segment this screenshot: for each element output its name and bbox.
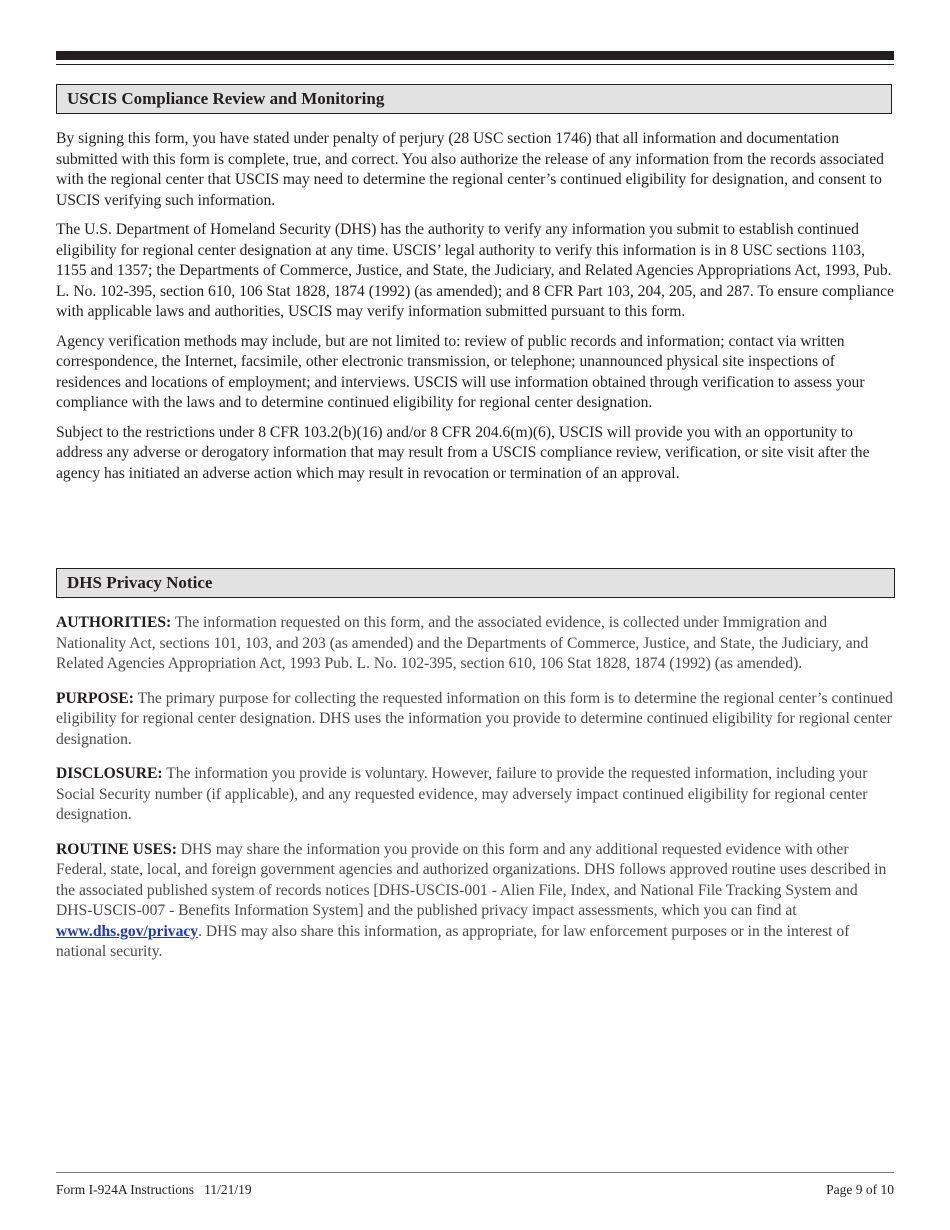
footer-form-name: Form I-924A Instructions 11/21/19	[56, 1182, 252, 1197]
routine-uses-text: DHS may share the information you provide on this form and any additional requested evidence with other Federal, state, local, and foreign government agencies and authorized organizations. DHS follows approved routine uses described in the associated published system of records notices [DHS-USCIS-001 - Alien File, Index, and National File Tracking System and DHS-USCIS-007 - Benefits Information System] and the published privacy impact assessments, which you can find at	[56, 840, 887, 919]
purpose-label: PURPOSE:	[56, 689, 134, 707]
compliance-paragraph: The U.S. Department of Homeland Security (DHS) has the authority to verify any information you submit to establish continued eligibility for regional center designation at any time. USCIS’ legal authority to verify this information is in 8 USC sections 1103, 1155 and 1357; the Departments of Commerce, Justice, and State, the Judiciary, and Related Agencies Appropriations Act, 1993, Pub. L. No. 102-395, section 610, 106 Stat 1828, 1874 (1992) (as amended); and 8 CFR Part 103, 204, 205, and 287. To ensure compliance with applicable laws and authorities, USCIS may verify information submitted pursuant to this form.	[56, 221, 894, 320]
disclosure-text: The information you provide is voluntary. However, failure to provide the requested information, including your Social Security number (if applicable), and any requested evidence, may adversely impact continued eligibility for regional center designation.	[56, 765, 868, 823]
compliance-paragraph: By signing this form, you have stated under penalty of perjury (28 USC section 1746) that all information and documentation submitted with this form is complete, true, and correct. You also authorize the release of any information from the records associated with the regional center that USCIS may need to determine the regional center’s continued eligibility for designation, and consent to USCIS verifying such information.	[56, 130, 884, 209]
top-thin-rule	[56, 64, 894, 65]
footer-page-number: Page 9 of 10	[826, 1182, 894, 1197]
privacy-section-body	[56, 613, 896, 963]
authorities-paragraph	[56, 613, 896, 675]
authorities-text: The information requested on this form, and the associated evidence, is collected under Immigration and Nationality Act, sections 101, 103, and 203 (as amended) and the Departments of Commerce, Justice, and State, the Judiciary, and Related Agencies Appropriation Act, 1993 Pub. L. No. 102-395, section 610, 106 Stat 1828, 1874 (1992) (as amended).	[56, 614, 869, 672]
dhs-privacy-link[interactable]: www.dhs.gov/privacy	[56, 922, 199, 940]
privacy-section-header: DHS Privacy Notice	[56, 568, 895, 598]
routine-uses-paragraph	[56, 840, 896, 963]
routine-uses-label: ROUTINE USES:	[56, 840, 177, 858]
compliance-paragraph: Subject to the restrictions under 8 CFR 103.2(b)(16) and/or 8 CFR 204.6(m)(6), USCIS will provide you with an opportunity to address any adverse or derogatory information that may result from a USCIS compliance review, verification, or site visit after the agency has initiated an adverse action which may result in revocation or termination of an approval.	[56, 423, 870, 482]
disclosure-label: DISCLOSURE:	[56, 765, 163, 782]
compliance-paragraph: Agency verification methods may include, but are not limited to: review of public records and information; contact via written correspondence, the Internet, facsimile, other electronic transmission, or telephone; unannounced physical site inspections of residences and locations of employment; and interviews. USCIS will use information obtained through verification to assess your compliance with the laws and to determine continued eligibility for regional center designation.	[56, 332, 865, 411]
top-thick-rule	[56, 51, 894, 60]
authorities-label: AUTHORITIES:	[56, 614, 172, 631]
purpose-text: The primary purpose for collecting the requested information on this form is to determine the regional center’s continued eligibility for regional center designation. DHS uses the information you provide to determine continued eligibility for regional center designation.	[56, 689, 893, 748]
disclosure-paragraph	[56, 764, 896, 826]
compliance-section-body	[56, 129, 896, 484]
purpose-paragraph	[56, 689, 896, 751]
routine-uses-text-end: . DHS may also share this information, as appropriate, for law enforcement purposes or in the interest of national security.	[56, 922, 850, 960]
compliance-section-header: USCIS Compliance Review and Monitoring	[56, 84, 892, 114]
footer-rule	[56, 1172, 894, 1173]
